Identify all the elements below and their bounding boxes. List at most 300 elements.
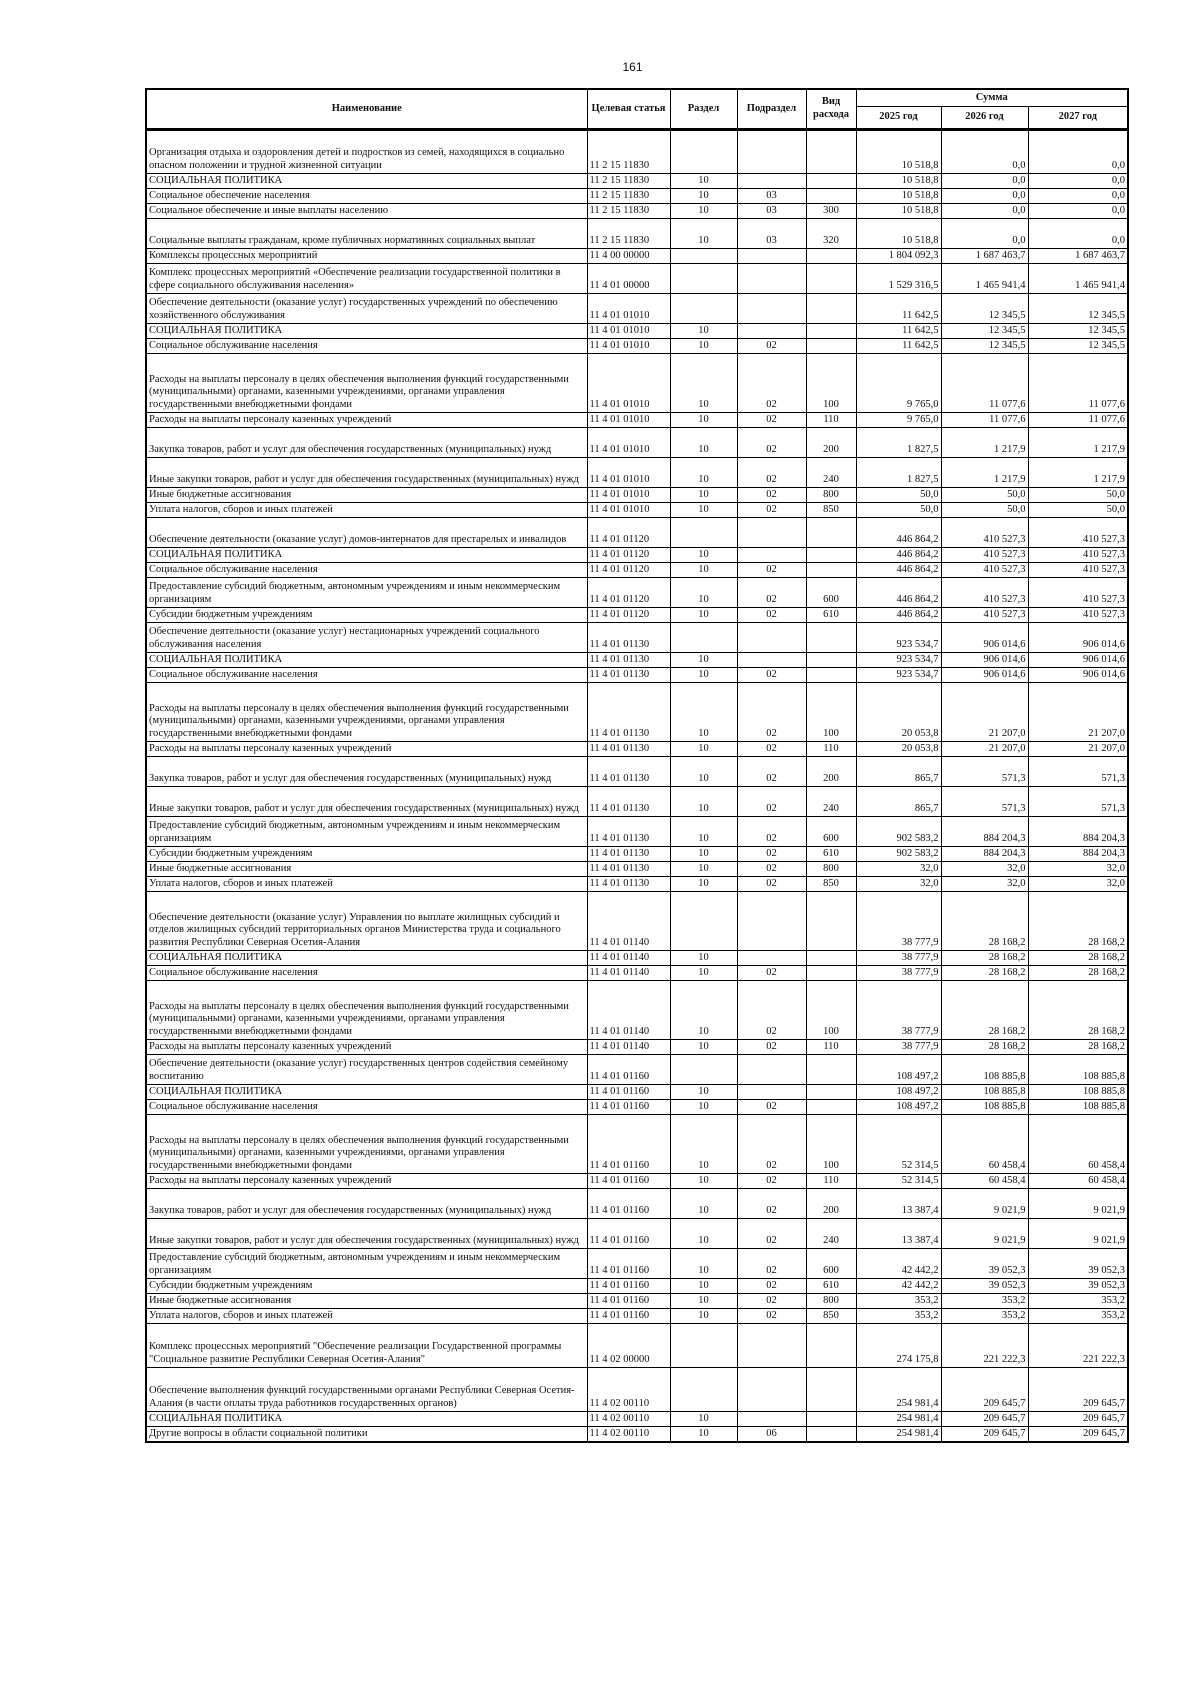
row-sum-2027: 108 885,8: [1028, 1055, 1128, 1085]
header-year-2025: 2025 год: [856, 107, 941, 130]
row-section: 10: [670, 324, 737, 339]
header-year-2027: 2027 год: [1028, 107, 1128, 130]
table-row: [146, 757, 1128, 787]
row-section: 10: [670, 1294, 737, 1309]
row-exp-type: [806, 249, 856, 264]
row-sum-2025: 13 387,4: [856, 1189, 941, 1219]
row-sum-2025: 10 518,8: [856, 204, 941, 219]
table-row: [146, 130, 1128, 174]
row-sum-2025: 50,0: [856, 503, 941, 518]
row-sum-2026: 1 465 941,4: [941, 264, 1028, 294]
table-row: [146, 174, 1128, 189]
row-name: Комплекс процессных мероприятий «Обеспечение реализации государственной политики в сфере социального обслуживания населения»: [146, 264, 587, 294]
row-sum-2027: 60 458,4: [1028, 1115, 1128, 1174]
row-sum-2025: 10 518,8: [856, 174, 941, 189]
table-row: [146, 563, 1128, 578]
row-sum-2027: 9 021,9: [1028, 1189, 1128, 1219]
row-sum-2025: 38 777,9: [856, 892, 941, 951]
row-name: СОЦИАЛЬНАЯ ПОЛИТИКА: [146, 324, 587, 339]
table-row: [146, 413, 1128, 428]
row-subsection: 03: [737, 219, 806, 249]
row-sum-2025: 10 518,8: [856, 219, 941, 249]
row-name: Обеспечение выполнения функций государственными органами Республики Северная Осетия-Алания (в части оплаты труда работников государственных органов): [146, 1368, 587, 1412]
row-exp-type: [806, 324, 856, 339]
row-sum-2027: 1 217,9: [1028, 428, 1128, 458]
row-exp-type: 100: [806, 1115, 856, 1174]
table-row: [146, 862, 1128, 877]
row-sum-2026: 11 077,6: [941, 354, 1028, 413]
row-sum-2027: 353,2: [1028, 1309, 1128, 1324]
table-header: [146, 89, 1128, 130]
row-exp-type: 110: [806, 1040, 856, 1055]
row-sum-2027: 1 687 463,7: [1028, 249, 1128, 264]
row-sum-2027: 50,0: [1028, 503, 1128, 518]
row-sum-2025: 20 053,8: [856, 683, 941, 742]
row-sum-2026: 353,2: [941, 1294, 1028, 1309]
row-section: 10: [670, 668, 737, 683]
row-sum-2027: 60 458,4: [1028, 1174, 1128, 1189]
row-name: Уплата налогов, сборов и иных платежей: [146, 503, 587, 518]
table-row: [146, 981, 1128, 1040]
row-section: 10: [670, 174, 737, 189]
row-sum-2027: 884 204,3: [1028, 847, 1128, 862]
row-exp-type: [806, 174, 856, 189]
row-sum-2025: 923 534,7: [856, 668, 941, 683]
row-exp-type: 200: [806, 1189, 856, 1219]
row-sum-2025: 52 314,5: [856, 1115, 941, 1174]
row-exp-type: 200: [806, 428, 856, 458]
row-section: 10: [670, 1309, 737, 1324]
row-target-code: 11 4 01 01130: [587, 757, 670, 787]
row-target-code: 11 2 15 11830: [587, 174, 670, 189]
row-target-code: 11 4 01 01120: [587, 548, 670, 563]
row-sum-2027: 11 077,6: [1028, 354, 1128, 413]
row-section: 10: [670, 428, 737, 458]
row-sum-2027: 0,0: [1028, 204, 1128, 219]
table-row: [146, 742, 1128, 757]
row-target-code: 11 4 00 00000: [587, 249, 670, 264]
row-exp-type: [806, 623, 856, 653]
row-section: 10: [670, 1115, 737, 1174]
header-year-2026: 2026 год: [941, 107, 1028, 130]
table-row: [146, 951, 1128, 966]
row-section: 10: [670, 877, 737, 892]
row-target-code: 11 4 01 01160: [587, 1294, 670, 1309]
row-exp-type: 800: [806, 488, 856, 503]
row-name: Расходы на выплаты персоналу в целях обеспечения выполнения функций государственными (муниципальными) органами, казенными учреждениями, органами управления государственными внебюджетными фондами: [146, 981, 587, 1040]
row-sum-2026: 28 168,2: [941, 981, 1028, 1040]
row-sum-2025: 38 777,9: [856, 951, 941, 966]
row-subsection: 02: [737, 847, 806, 862]
row-target-code: 11 4 01 01120: [587, 578, 670, 608]
row-name: Иные закупки товаров, работ и услуг для обеспечения государственных (муниципальных) нужд: [146, 787, 587, 817]
row-sum-2027: 32,0: [1028, 877, 1128, 892]
row-name: Расходы на выплаты персоналу в целях обеспечения выполнения функций государственными (муниципальными) органами, казенными учреждениями, органами управления государственными внебюджетными фондами: [146, 683, 587, 742]
row-sum-2027: 0,0: [1028, 219, 1128, 249]
table-row: [146, 847, 1128, 862]
row-subsection: 02: [737, 339, 806, 354]
row-name: Закупка товаров, работ и услуг для обеспечения государственных (муниципальных) нужд: [146, 1189, 587, 1219]
row-subsection: 02: [737, 668, 806, 683]
header-target: Целевая статья: [587, 89, 670, 130]
row-subsection: 02: [737, 757, 806, 787]
row-sum-2027: 1 217,9: [1028, 458, 1128, 488]
row-target-code: 11 4 01 01010: [587, 413, 670, 428]
table-row: [146, 668, 1128, 683]
row-sum-2025: 32,0: [856, 862, 941, 877]
row-name: Субсидии бюджетным учреждениям: [146, 1279, 587, 1294]
row-exp-type: [806, 294, 856, 324]
row-target-code: 11 4 01 01140: [587, 892, 670, 951]
row-name: Социальное обслуживание населения: [146, 668, 587, 683]
row-sum-2025: 9 765,0: [856, 413, 941, 428]
row-sum-2027: 906 014,6: [1028, 623, 1128, 653]
row-exp-type: [806, 1324, 856, 1368]
row-exp-type: 850: [806, 877, 856, 892]
row-name: Социальное обеспечение населения: [146, 189, 587, 204]
row-target-code: 11 4 01 01120: [587, 608, 670, 623]
row-target-code: 11 4 01 01130: [587, 683, 670, 742]
row-sum-2027: 0,0: [1028, 174, 1128, 189]
row-name: Уплата налогов, сборов и иных платежей: [146, 1309, 587, 1324]
row-exp-type: [806, 563, 856, 578]
row-target-code: 11 4 01 01130: [587, 877, 670, 892]
row-sum-2025: 108 497,2: [856, 1100, 941, 1115]
row-subsection: [737, 548, 806, 563]
row-sum-2027: 209 645,7: [1028, 1427, 1128, 1443]
table-row: [146, 1040, 1128, 1055]
table-row: [146, 518, 1128, 548]
row-sum-2027: 209 645,7: [1028, 1368, 1128, 1412]
row-sum-2025: 446 864,2: [856, 548, 941, 563]
row-subsection: [737, 623, 806, 653]
row-sum-2027: 12 345,5: [1028, 324, 1128, 339]
table-row: [146, 488, 1128, 503]
row-exp-type: 300: [806, 204, 856, 219]
row-sum-2025: 865,7: [856, 787, 941, 817]
row-sum-2026: 1 687 463,7: [941, 249, 1028, 264]
row-subsection: 06: [737, 1427, 806, 1443]
row-sum-2025: 923 534,7: [856, 623, 941, 653]
row-name: Социальное обеспечение и иные выплаты населению: [146, 204, 587, 219]
row-sum-2026: 50,0: [941, 488, 1028, 503]
row-target-code: 11 4 01 01130: [587, 653, 670, 668]
row-subsection: 02: [737, 966, 806, 981]
row-sum-2026: 0,0: [941, 189, 1028, 204]
row-target-code: 11 2 15 11830: [587, 204, 670, 219]
row-sum-2025: 50,0: [856, 488, 941, 503]
row-name: Предоставление субсидий бюджетным, автономным учреждениям и иным некоммерческим организациям: [146, 1249, 587, 1279]
row-sum-2025: 865,7: [856, 757, 941, 787]
row-name: Расходы на выплаты персоналу казенных учреждений: [146, 1174, 587, 1189]
row-name: СОЦИАЛЬНАЯ ПОЛИТИКА: [146, 951, 587, 966]
row-section: [670, 623, 737, 653]
row-sum-2025: 20 053,8: [856, 742, 941, 757]
row-sum-2026: 410 527,3: [941, 608, 1028, 623]
row-sum-2026: 1 217,9: [941, 428, 1028, 458]
row-subsection: 02: [737, 578, 806, 608]
row-sum-2027: 28 168,2: [1028, 951, 1128, 966]
row-section: 10: [670, 204, 737, 219]
table-row: [146, 249, 1128, 264]
row-name: Субсидии бюджетным учреждениям: [146, 847, 587, 862]
table-row: [146, 428, 1128, 458]
row-sum-2027: 906 014,6: [1028, 668, 1128, 683]
row-sum-2027: 12 345,5: [1028, 339, 1128, 354]
row-sum-2026: 0,0: [941, 174, 1028, 189]
row-exp-type: 600: [806, 817, 856, 847]
row-section: [670, 130, 737, 174]
row-subsection: [737, 892, 806, 951]
row-target-code: 11 4 01 01010: [587, 458, 670, 488]
row-exp-type: [806, 966, 856, 981]
table-row: [146, 623, 1128, 653]
row-subsection: 02: [737, 1249, 806, 1279]
table-row: [146, 966, 1128, 981]
row-name: Другие вопросы в области социальной политики: [146, 1427, 587, 1443]
row-sum-2025: 446 864,2: [856, 563, 941, 578]
table-row: [146, 204, 1128, 219]
row-sum-2027: 39 052,3: [1028, 1279, 1128, 1294]
row-subsection: 02: [737, 1279, 806, 1294]
row-sum-2026: 571,3: [941, 787, 1028, 817]
row-sum-2026: 410 527,3: [941, 563, 1028, 578]
row-sum-2026: 353,2: [941, 1309, 1028, 1324]
row-subsection: 02: [737, 981, 806, 1040]
row-exp-type: 240: [806, 1219, 856, 1249]
row-exp-type: [806, 1100, 856, 1115]
row-sum-2026: 221 222,3: [941, 1324, 1028, 1368]
row-subsection: [737, 1055, 806, 1085]
row-sum-2027: 50,0: [1028, 488, 1128, 503]
row-sum-2027: 28 168,2: [1028, 981, 1128, 1040]
row-sum-2025: 13 387,4: [856, 1219, 941, 1249]
row-sum-2027: 28 168,2: [1028, 966, 1128, 981]
row-sum-2025: 38 777,9: [856, 981, 941, 1040]
row-sum-2025: 446 864,2: [856, 518, 941, 548]
row-sum-2026: 1 217,9: [941, 458, 1028, 488]
row-sum-2025: 902 583,2: [856, 817, 941, 847]
row-target-code: 11 4 01 01160: [587, 1085, 670, 1100]
row-exp-type: 100: [806, 354, 856, 413]
row-sum-2026: 9 021,9: [941, 1219, 1028, 1249]
row-sum-2026: 906 014,6: [941, 653, 1028, 668]
table-row: [146, 354, 1128, 413]
row-section: 10: [670, 413, 737, 428]
row-sum-2027: 571,3: [1028, 787, 1128, 817]
row-name: Расходы на выплаты персоналу казенных учреждений: [146, 1040, 587, 1055]
row-subsection: 02: [737, 488, 806, 503]
row-section: 10: [670, 1412, 737, 1427]
row-target-code: 11 4 01 01140: [587, 981, 670, 1040]
row-exp-type: 610: [806, 608, 856, 623]
row-name: Иные бюджетные ассигнования: [146, 862, 587, 877]
row-section: 10: [670, 1174, 737, 1189]
row-target-code: 11 4 01 00000: [587, 264, 670, 294]
header-section: Раздел: [670, 89, 737, 130]
row-target-code: 11 2 15 11830: [587, 130, 670, 174]
row-section: 10: [670, 458, 737, 488]
row-exp-type: [806, 1055, 856, 1085]
row-target-code: 11 4 01 01010: [587, 354, 670, 413]
row-section: 10: [670, 608, 737, 623]
row-section: 10: [670, 548, 737, 563]
table-row: [146, 1085, 1128, 1100]
row-sum-2027: 0,0: [1028, 130, 1128, 174]
row-exp-type: [806, 339, 856, 354]
row-sum-2025: 108 497,2: [856, 1085, 941, 1100]
table-row: [146, 1279, 1128, 1294]
row-name: Иные закупки товаров, работ и услуг для обеспечения государственных (муниципальных) нужд: [146, 1219, 587, 1249]
row-sum-2027: 39 052,3: [1028, 1249, 1128, 1279]
row-target-code: 11 4 01 01120: [587, 563, 670, 578]
row-exp-type: 610: [806, 847, 856, 862]
row-section: [670, 518, 737, 548]
table-row: [146, 1368, 1128, 1412]
row-subsection: [737, 951, 806, 966]
row-subsection: 03: [737, 204, 806, 219]
row-section: [670, 294, 737, 324]
row-target-code: 11 4 01 01160: [587, 1115, 670, 1174]
row-section: 10: [670, 1427, 737, 1443]
row-name: Социальное обслуживание населения: [146, 1100, 587, 1115]
row-target-code: 11 4 01 01130: [587, 787, 670, 817]
row-section: [670, 1324, 737, 1368]
table-row: [146, 1324, 1128, 1368]
row-section: 10: [670, 1279, 737, 1294]
row-subsection: 02: [737, 683, 806, 742]
row-sum-2026: 906 014,6: [941, 668, 1028, 683]
row-sum-2025: 52 314,5: [856, 1174, 941, 1189]
row-sum-2025: 446 864,2: [856, 608, 941, 623]
row-sum-2026: 884 204,3: [941, 847, 1028, 862]
header-exp-type: Вид расхода: [806, 89, 856, 130]
row-section: 10: [670, 1085, 737, 1100]
row-name: Социальное обслуживание населения: [146, 563, 587, 578]
row-subsection: [737, 174, 806, 189]
row-sum-2026: 9 021,9: [941, 1189, 1028, 1219]
row-subsection: [737, 1324, 806, 1368]
row-sum-2027: 410 527,3: [1028, 548, 1128, 563]
row-sum-2026: 28 168,2: [941, 892, 1028, 951]
row-target-code: 11 4 01 01010: [587, 428, 670, 458]
row-sum-2026: 0,0: [941, 130, 1028, 174]
row-name: Комплексы процессных мероприятий: [146, 249, 587, 264]
row-name: СОЦИАЛЬНАЯ ПОЛИТИКА: [146, 174, 587, 189]
row-name: СОЦИАЛЬНАЯ ПОЛИТИКА: [146, 1412, 587, 1427]
row-sum-2027: 906 014,6: [1028, 653, 1128, 668]
row-sum-2026: 108 885,8: [941, 1055, 1028, 1085]
row-section: 10: [670, 1100, 737, 1115]
page-number: 161: [622, 60, 643, 74]
row-sum-2025: 10 518,8: [856, 189, 941, 204]
row-sum-2025: 108 497,2: [856, 1055, 941, 1085]
row-sum-2026: 39 052,3: [941, 1249, 1028, 1279]
row-sum-2027: 9 021,9: [1028, 1219, 1128, 1249]
row-target-code: 11 4 02 00110: [587, 1427, 670, 1443]
row-exp-type: [806, 653, 856, 668]
row-subsection: 02: [737, 1309, 806, 1324]
table-row: [146, 817, 1128, 847]
row-sum-2026: 209 645,7: [941, 1427, 1028, 1443]
table-row: [146, 787, 1128, 817]
row-sum-2027: 571,3: [1028, 757, 1128, 787]
row-target-code: 11 4 01 01130: [587, 668, 670, 683]
row-sum-2025: 923 534,7: [856, 653, 941, 668]
header-name: Наименование: [146, 89, 587, 130]
row-section: 10: [670, 966, 737, 981]
row-section: [670, 1055, 737, 1085]
row-exp-type: [806, 1427, 856, 1443]
table-row: [146, 1100, 1128, 1115]
row-exp-type: 100: [806, 683, 856, 742]
row-section: 10: [670, 488, 737, 503]
row-name: Расходы на выплаты персоналу казенных учреждений: [146, 413, 587, 428]
row-section: 10: [670, 578, 737, 608]
table-row: [146, 189, 1128, 204]
row-subsection: 02: [737, 1040, 806, 1055]
row-sum-2027: 221 222,3: [1028, 1324, 1128, 1368]
table-row: [146, 1249, 1128, 1279]
row-target-code: 11 4 01 01140: [587, 951, 670, 966]
row-section: 10: [670, 219, 737, 249]
row-sum-2027: 410 527,3: [1028, 563, 1128, 578]
table-row: [146, 1427, 1128, 1443]
table-row: [146, 339, 1128, 354]
row-name: Обеспечение деятельности (оказание услуг) нестационарных учреждений социального обслуживания населения: [146, 623, 587, 653]
row-subsection: 02: [737, 563, 806, 578]
row-sum-2025: 1 827,5: [856, 428, 941, 458]
row-exp-type: 110: [806, 1174, 856, 1189]
row-exp-type: [806, 1412, 856, 1427]
row-exp-type: [806, 1368, 856, 1412]
row-sum-2026: 21 207,0: [941, 742, 1028, 757]
table-row: [146, 1115, 1128, 1174]
row-sum-2026: 60 458,4: [941, 1174, 1028, 1189]
row-subsection: 02: [737, 1189, 806, 1219]
table-body: [146, 130, 1128, 1443]
row-sum-2027: 12 345,5: [1028, 294, 1128, 324]
row-section: 10: [670, 653, 737, 668]
row-section: 10: [670, 1249, 737, 1279]
row-name: Иные бюджетные ассигнования: [146, 488, 587, 503]
row-target-code: 11 4 01 01010: [587, 294, 670, 324]
row-subsection: 02: [737, 458, 806, 488]
row-name: Расходы на выплаты персоналу в целях обеспечения выполнения функций государственными (муниципальными) органами, казенными учреждениями, органами управления государственными внебюджетными фондами: [146, 1115, 587, 1174]
table-row: [146, 324, 1128, 339]
row-name: Социальное обслуживание населения: [146, 339, 587, 354]
row-exp-type: 100: [806, 981, 856, 1040]
row-target-code: 11 4 01 01160: [587, 1279, 670, 1294]
row-section: 10: [670, 817, 737, 847]
row-name: СОЦИАЛЬНАЯ ПОЛИТИКА: [146, 653, 587, 668]
row-sum-2026: 0,0: [941, 219, 1028, 249]
row-sum-2026: 32,0: [941, 862, 1028, 877]
row-subsection: [737, 653, 806, 668]
row-target-code: 11 4 01 01130: [587, 742, 670, 757]
row-target-code: 11 4 01 01160: [587, 1100, 670, 1115]
row-sum-2027: 28 168,2: [1028, 1040, 1128, 1055]
row-sum-2026: 12 345,5: [941, 294, 1028, 324]
row-target-code: 11 4 01 01010: [587, 488, 670, 503]
row-section: 10: [670, 503, 737, 518]
row-sum-2026: 28 168,2: [941, 966, 1028, 981]
row-section: 10: [670, 1040, 737, 1055]
row-sum-2027: 410 527,3: [1028, 578, 1128, 608]
row-target-code: 11 4 01 01010: [587, 324, 670, 339]
row-target-code: 11 4 01 01160: [587, 1055, 670, 1085]
row-name: СОЦИАЛЬНАЯ ПОЛИТИКА: [146, 548, 587, 563]
